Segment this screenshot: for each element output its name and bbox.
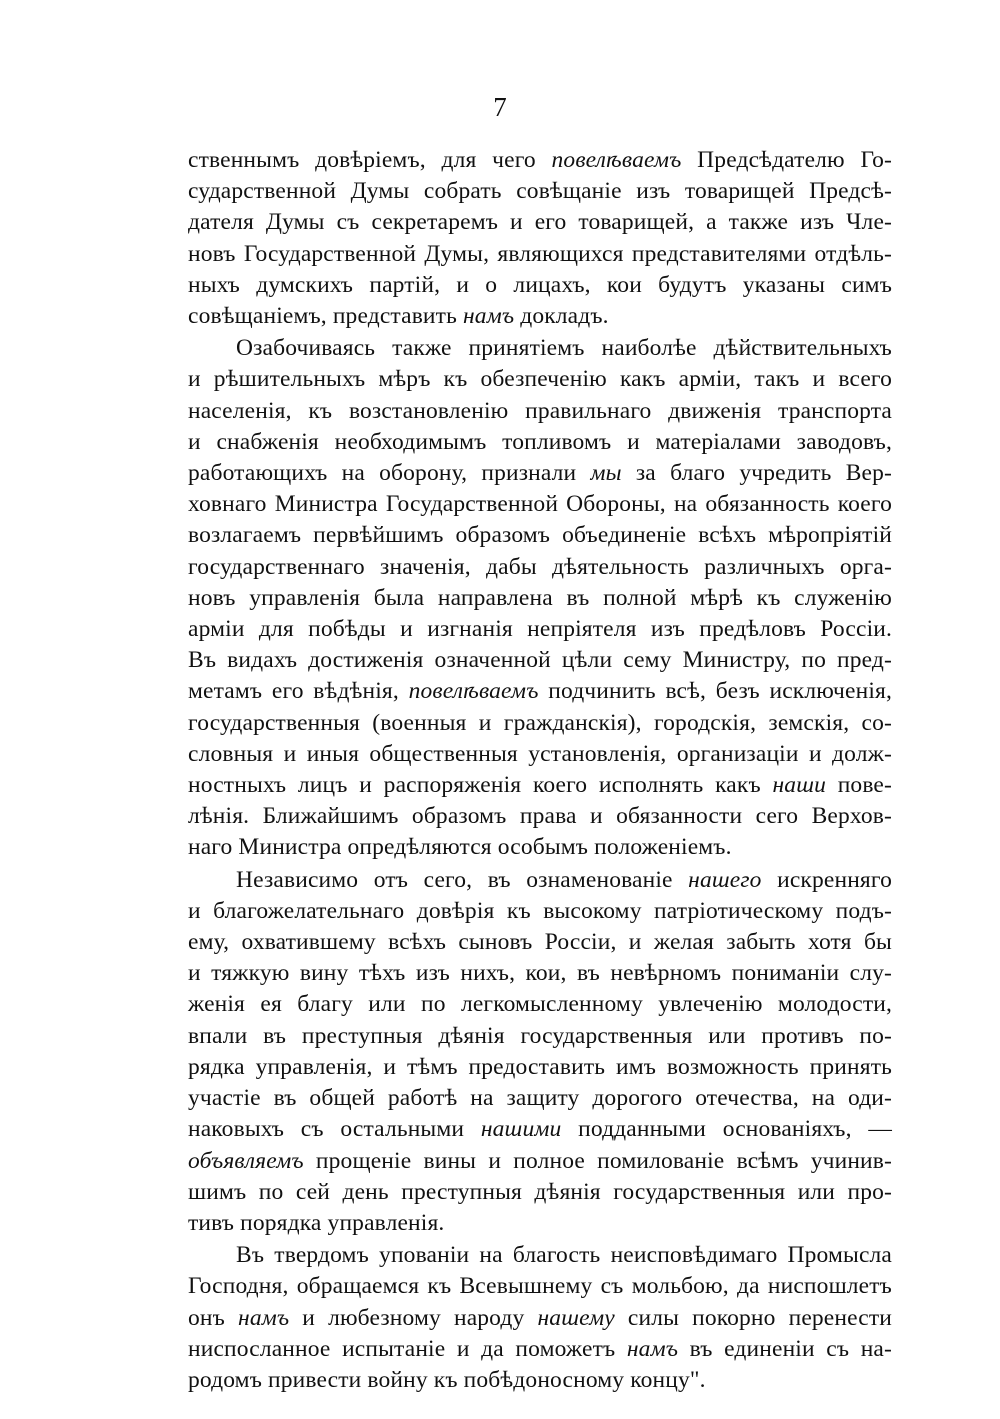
emphasis-segment: нашего bbox=[688, 866, 762, 893]
emphasis-segment: намъ bbox=[462, 303, 515, 330]
text-segment: ховнаго Министра Государственной Обороны, на обязанность коего bbox=[188, 491, 892, 518]
text-segment: впали въ преступныя дѣянія государственныя или противъ по- bbox=[188, 1022, 892, 1049]
text-line bbox=[188, 865, 892, 896]
text-segment: государственныя (военныя и гражданскія), городскія, земскія, со- bbox=[188, 709, 892, 736]
text-segment: участіе въ общей работѣ на защиту дорогого отечества, на оди- bbox=[188, 1085, 892, 1112]
text-line bbox=[188, 270, 892, 301]
page-number: 7 bbox=[493, 92, 507, 122]
text-segment: рядка управленія, и тѣмъ предоставить имъ возможность принять bbox=[188, 1053, 892, 1080]
text-line bbox=[188, 301, 892, 332]
text-segment: за благо учредить Вер- bbox=[621, 460, 892, 487]
text-segment: и тяжкую вину тѣхъ изъ нихъ, кои, въ невѣрномъ пониманіи слу- bbox=[188, 960, 892, 987]
text-segment: наковыхъ съ остальными bbox=[188, 1116, 481, 1143]
text-segment: шимъ по сей день преступныя дѣянія государственныя или про- bbox=[188, 1178, 892, 1205]
text-line bbox=[188, 676, 892, 707]
text-line bbox=[188, 239, 892, 270]
emphasis-segment: объявляемъ bbox=[188, 1147, 304, 1174]
text-line bbox=[188, 801, 892, 832]
text-line bbox=[188, 1271, 892, 1302]
text-segment: новъ Государственной Думы, являющихся представителями отдѣль- bbox=[188, 240, 892, 267]
text-line bbox=[188, 1334, 892, 1365]
text-line bbox=[188, 552, 892, 583]
text-segment: ностныхъ лицъ и распоряженія коего исполнять какъ bbox=[188, 772, 773, 799]
text-line bbox=[188, 1240, 892, 1271]
text-segment: новъ управленія была направлена въ полной мѣрѣ къ служенію bbox=[188, 584, 892, 611]
text-segment: лѣнія. Ближайшимъ образомъ права и обязанности сего Верхов- bbox=[188, 803, 892, 830]
text-line bbox=[188, 896, 892, 927]
text-segment: Предсѣдателю Го- bbox=[681, 147, 892, 173]
text-segment: силы покорно перенести bbox=[614, 1304, 893, 1331]
text-line bbox=[188, 927, 892, 958]
emphasis-segment: нашему bbox=[537, 1304, 615, 1331]
text-segment: въ единеніи съ на- bbox=[678, 1335, 892, 1362]
paragraph bbox=[188, 333, 892, 863]
text-segment: работающихъ на оборону, признали bbox=[188, 460, 591, 487]
text-segment: метамъ его вѣдѣнія, bbox=[188, 678, 409, 705]
text-line bbox=[188, 739, 892, 770]
text-segment: совѣщаніемъ, представить bbox=[188, 303, 463, 330]
text-line bbox=[188, 458, 892, 489]
text-line bbox=[188, 583, 892, 614]
text-segment: прощеніе вины и полное помилованіе всѣмъ учинив- bbox=[303, 1147, 892, 1174]
text-segment: наго Министра опредѣляются особымъ положеніемъ. bbox=[188, 834, 732, 861]
text-line bbox=[188, 427, 892, 458]
text-line bbox=[188, 520, 892, 551]
text-segment: и любезному народу bbox=[289, 1304, 538, 1331]
text-segment: ныхъ думскихъ партій, и о лицахъ, кои будутъ указаны симъ bbox=[188, 271, 892, 298]
text-line bbox=[188, 207, 892, 238]
text-line bbox=[188, 396, 892, 427]
text-segment: подчинить всѣ, безъ исключенія, bbox=[538, 678, 892, 705]
text-segment: женія ея благу или по легкомысленному увлеченію молодости, bbox=[188, 991, 892, 1018]
text-segment: государственнаго значенія, дабы дѣятельность различныхъ орга- bbox=[188, 553, 892, 580]
text-line bbox=[188, 1208, 892, 1239]
text-segment: Независимо отъ сего, въ ознаменованіе bbox=[236, 866, 689, 893]
text-line bbox=[188, 958, 892, 989]
text-line bbox=[188, 176, 892, 207]
text-line bbox=[188, 1021, 892, 1052]
text-segment: Господня, обращаемся къ Всевышнему съ мольбою, да ниспошлетъ bbox=[188, 1273, 892, 1300]
text-line bbox=[188, 645, 892, 676]
text-segment: онъ bbox=[188, 1304, 239, 1331]
emphasis-segment: намъ bbox=[626, 1335, 679, 1362]
text-line bbox=[188, 989, 892, 1020]
emphasis-segment: намъ bbox=[238, 1304, 290, 1331]
text-segment: и рѣшительныхъ мѣръ къ обезпеченію какъ арміи, такъ и всего bbox=[188, 366, 892, 393]
text-segment: искренняго bbox=[761, 866, 892, 893]
text-segment: ственнымъ довѣріемъ, для чего bbox=[188, 147, 552, 173]
text-segment: дателя Думы съ секретаремъ и его товарищей, а также изъ Чле- bbox=[188, 209, 892, 236]
text-segment: сударственной Думы собрать совѣщаніе изъ товарищей Предсѣ- bbox=[188, 178, 892, 205]
text-line bbox=[188, 489, 892, 520]
text-segment: Въ видахъ достиженія означенной цѣли сему Министру, по пред- bbox=[188, 647, 892, 674]
text-line bbox=[188, 1114, 892, 1145]
text-segment: населенія, къ возстановленію правильнаго движенія транспорта bbox=[188, 397, 892, 424]
text-line bbox=[188, 145, 892, 176]
paragraph bbox=[188, 145, 892, 332]
text-segment: и благожелательнаго довѣрія къ высокому патріотическому подъ- bbox=[188, 897, 892, 924]
paragraph bbox=[188, 865, 892, 1239]
text-line bbox=[188, 1083, 892, 1114]
text-line bbox=[188, 770, 892, 801]
emphasis-segment: мы bbox=[590, 460, 622, 487]
text-segment: и снабженія необходимымъ топливомъ и матеріалами заводовъ, bbox=[188, 428, 892, 455]
emphasis-segment: наши bbox=[772, 772, 826, 799]
text-line bbox=[188, 832, 892, 863]
text-segment: докладъ. bbox=[514, 303, 609, 330]
text-line bbox=[188, 1052, 892, 1083]
text-line bbox=[188, 1303, 892, 1334]
text-segment: ему, охватившему всѣхъ сыновъ Россіи, и желая забыть хотя бы bbox=[188, 929, 892, 956]
text-line bbox=[188, 1177, 892, 1208]
text-segment: возлагаемъ первѣйшимъ образомъ объединеніе всѣхъ мѣропріятій bbox=[188, 522, 892, 549]
text-segment: Озабочиваясь также принятіемъ наиболѣе дѣйствительныхъ bbox=[236, 335, 892, 362]
text-line bbox=[188, 364, 892, 395]
emphasis-segment: повелѣваемъ bbox=[408, 678, 539, 705]
text-segment: подданными основаніяхъ, — bbox=[561, 1116, 892, 1143]
text-segment: тивъ порядка управленія. bbox=[188, 1209, 445, 1236]
text-line bbox=[188, 614, 892, 645]
text-line bbox=[188, 708, 892, 739]
body-text bbox=[188, 145, 892, 1396]
text-segment: родомъ привести войну къ побѣдоносному концу". bbox=[188, 1366, 706, 1393]
text-segment: пове- bbox=[825, 772, 892, 799]
paragraph bbox=[188, 1240, 892, 1396]
text-segment: Въ твердомъ упованіи на благость неисповѣдимаго Промысла bbox=[236, 1242, 892, 1269]
text-segment: словныя и иныя общественныя установленія, организаціи и долж- bbox=[188, 740, 892, 767]
text-line bbox=[188, 1365, 892, 1396]
text-line bbox=[188, 333, 892, 364]
text-line bbox=[188, 1146, 892, 1177]
text-segment: ниспосланное испытаніе и да поможетъ bbox=[188, 1335, 627, 1362]
emphasis-segment: нашими bbox=[480, 1116, 562, 1143]
emphasis-segment: повелѣваемъ bbox=[551, 147, 682, 173]
text-segment: арміи для побѣды и изгнанія непріятеля изъ предѣловъ Россіи. bbox=[188, 616, 892, 643]
